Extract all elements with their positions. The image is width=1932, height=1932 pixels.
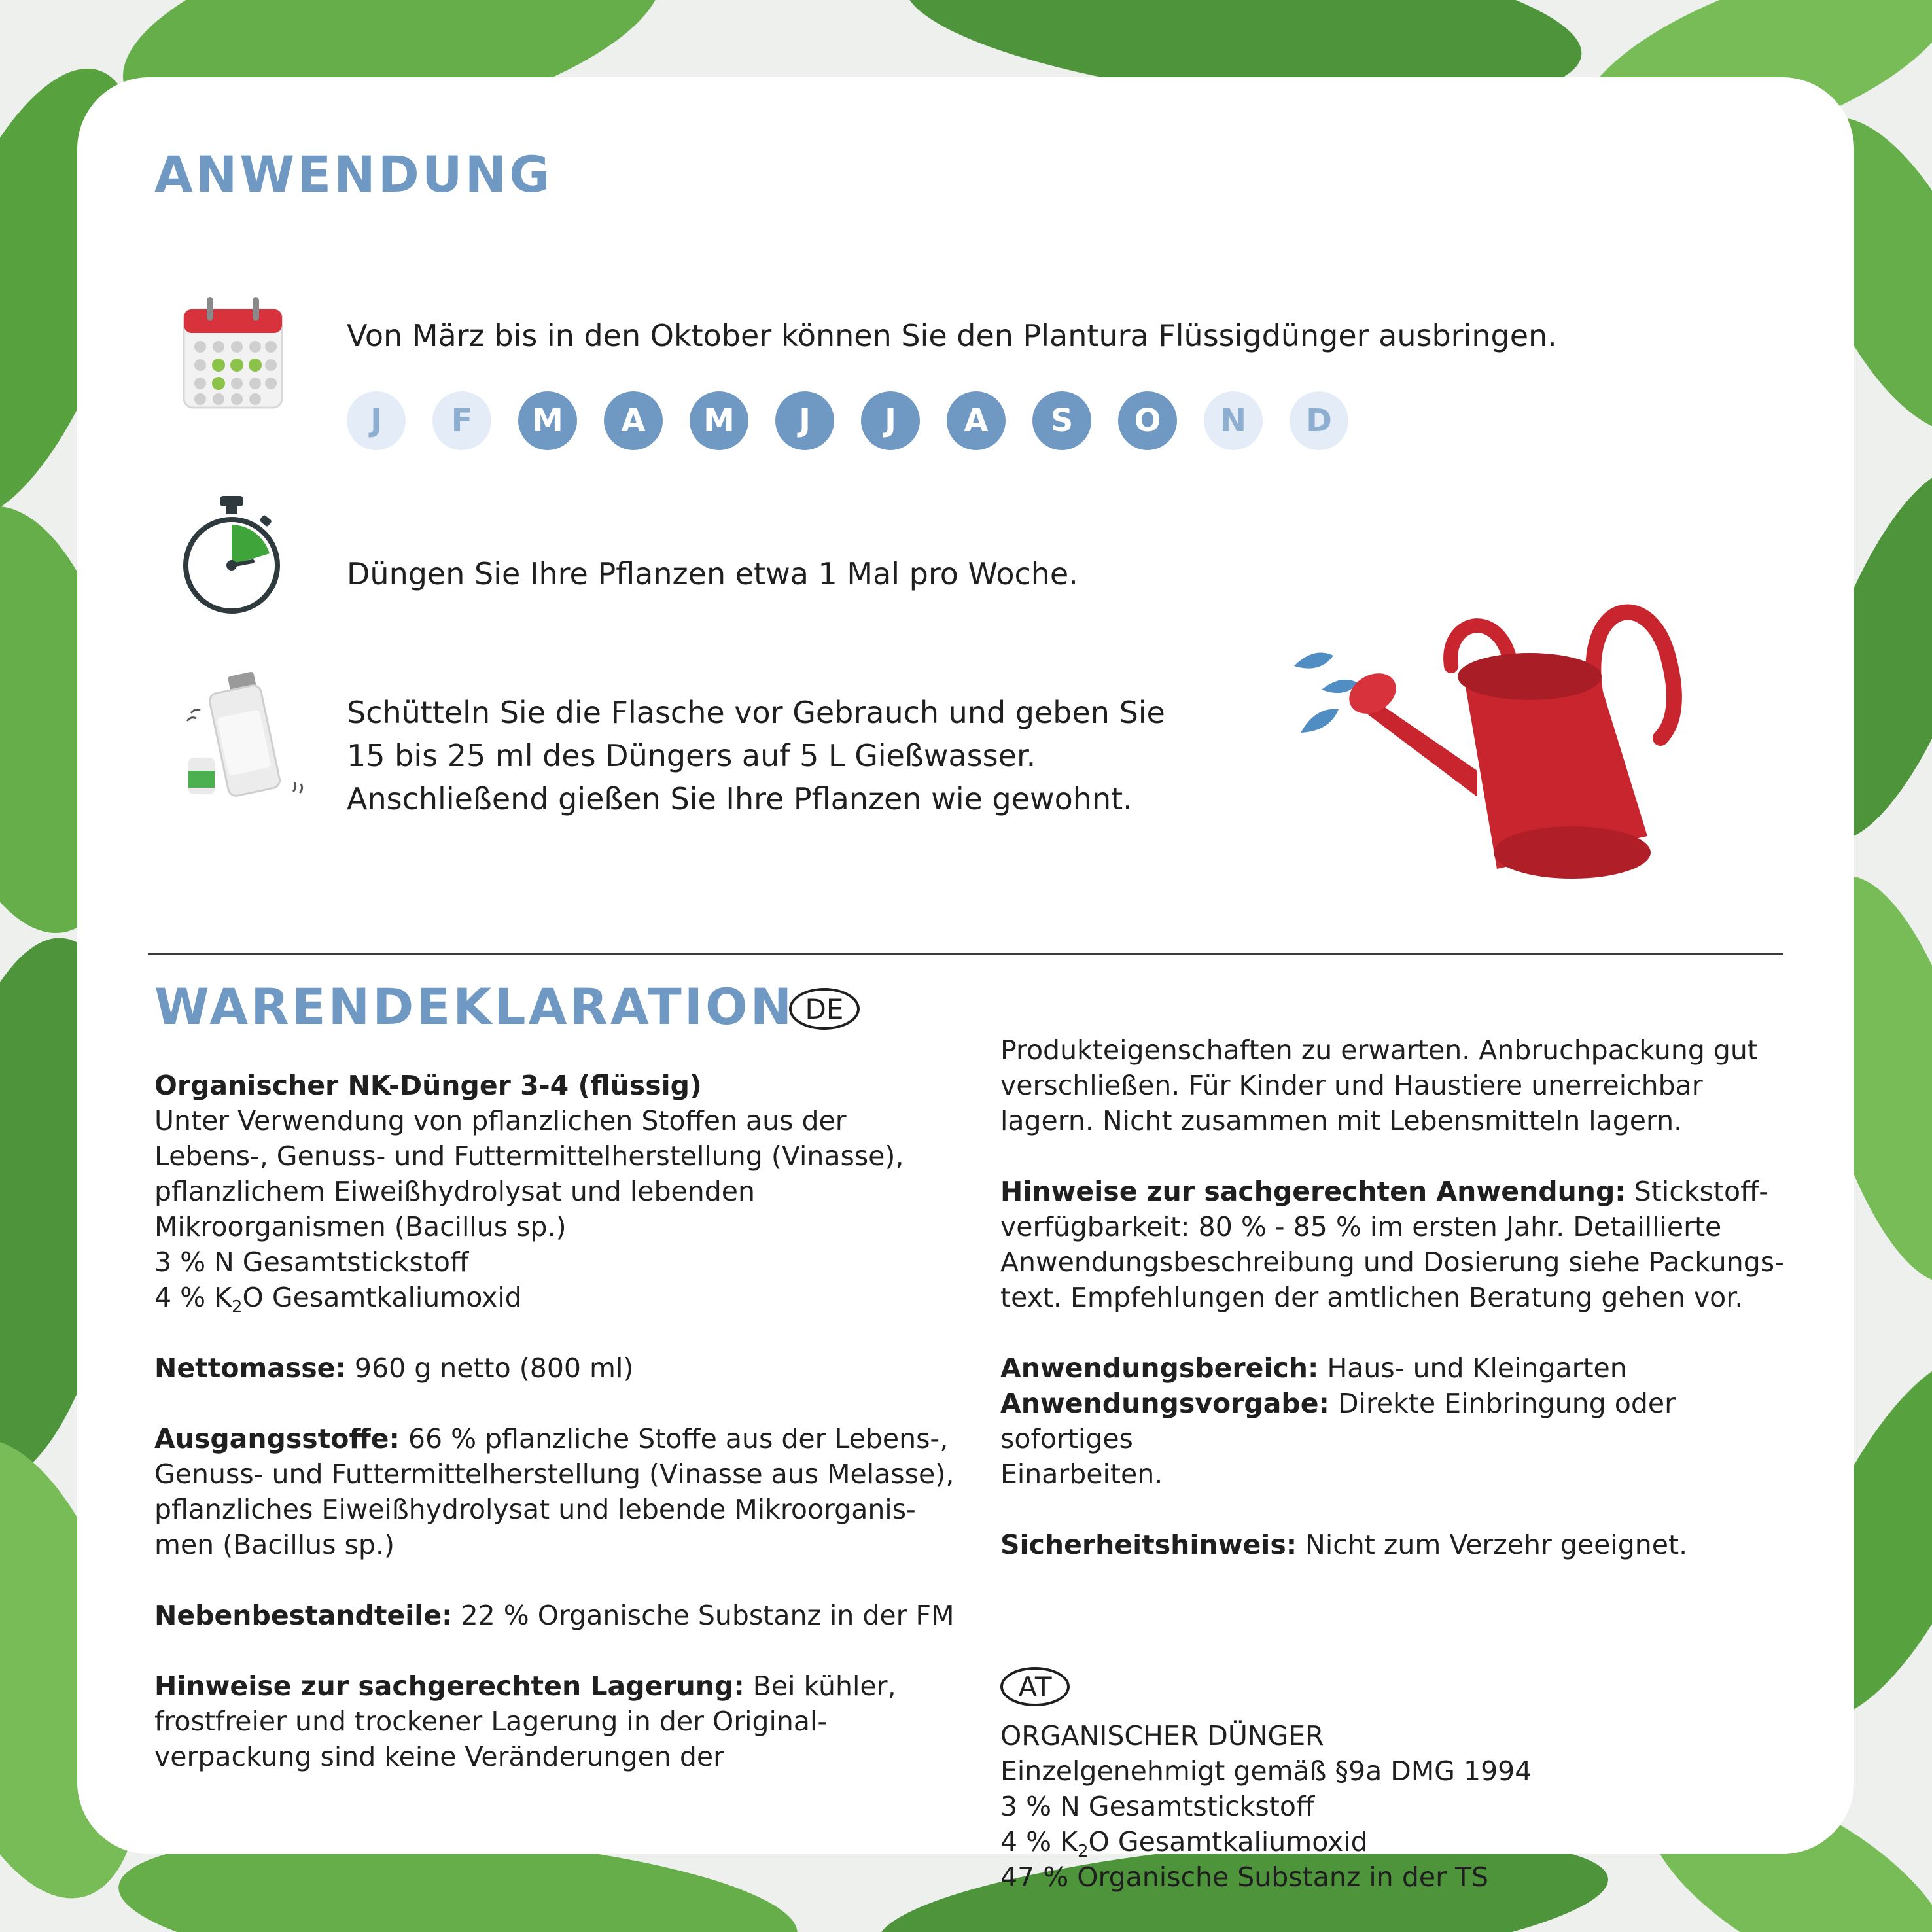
- month-jan: J: [347, 391, 406, 450]
- at-organic-line: 47 % Organische Substanz in der TS: [1000, 1861, 1489, 1893]
- lagerung-3: verpackung sind keine Veränderungen der: [154, 1741, 724, 1772]
- product-name: Organischer NK-Dünger 3-4 (flüssig): [154, 1070, 702, 1101]
- declaration-right-column: [1000, 1032, 1805, 1562]
- shake-bottle-icon: [182, 674, 313, 805]
- month-nov: N: [1204, 391, 1263, 450]
- product-desc-4: Mikroorganismen (Bacillus sp.): [154, 1211, 567, 1242]
- lagerung-cont-2: verschließen. Für Kinder und Haustiere unerreichbar: [1000, 1070, 1703, 1101]
- dosage-line-1: Schütteln Sie die Flasche vor Gebrauch und geben Sie: [347, 695, 1165, 730]
- at-nitrogen-line: 3 % N Gesamtstickstoff: [1000, 1791, 1315, 1822]
- stopwatch-icon: [179, 493, 284, 618]
- month-dec: D: [1290, 391, 1348, 450]
- nitrogen-line: 3 % N Gesamtstickstoff: [154, 1246, 469, 1278]
- ausgangsstoffe-2: Genuss- und Futtermittelherstellung (Vinasse aus Melasse),: [154, 1458, 955, 1490]
- month-jun: J: [775, 391, 834, 450]
- anwendung-hinweise-1: Hinweise zur sachgerechten Anwendung: Stickstoff-: [1000, 1176, 1769, 1207]
- warendeklaration-heading: WARENDEKLARATION: [154, 977, 795, 1036]
- lagerung-cont-3: lagern. Nicht zusammen mit Lebensmitteln lagern.: [1000, 1105, 1683, 1136]
- month-apr: A: [604, 391, 663, 450]
- frequency-text: Düngen Sie Ihre Pflanzen etwa 1 Mal pro Woche.: [347, 556, 1078, 591]
- at-approval: Einzelgenehmigt gemäß §9a DMG 1994: [1000, 1755, 1532, 1787]
- nebenbestandteile: Nebenbestandteile: 22 % Organische Substanz in der FM: [154, 1600, 955, 1631]
- month-oct: O: [1118, 391, 1177, 450]
- potassium-line: 4 % $K_2O$ Gesamtkaliumoxid: [154, 1282, 522, 1318]
- month-aug: A: [947, 391, 1006, 450]
- at-declaration: [1000, 1718, 1805, 1895]
- month-sep: S: [1032, 391, 1091, 450]
- calendar-icon: [181, 293, 285, 411]
- anwendungsvorgabe-1: Anwendungsvorgabe: Direkte Einbringung oder sofortiges: [1000, 1388, 1676, 1454]
- dosage-line-2: 15 bis 25 ml des Düngers auf 5 L Gießwasser.: [347, 738, 1036, 773]
- de-badge: DE: [789, 988, 860, 1030]
- season-text: Von März bis in den Oktober können Sie den Plantura Flüssigdünger ausbringen.: [347, 318, 1557, 353]
- content-card: [77, 77, 1854, 1893]
- at-potassium-line: 4 % $K_2O$ Gesamtkaliumoxid: [1000, 1826, 1368, 1862]
- anwendung-heading: ANWENDUNG: [154, 145, 553, 203]
- watering-can-illustration: [1281, 561, 1752, 928]
- ausgangsstoffe-3: pflanzliches Eiweißhydrolysat und lebende Mikroorganis-: [154, 1494, 916, 1525]
- anwendungsvorgabe-2: Einarbeiten.: [1000, 1458, 1163, 1490]
- anwendung-hinweise-2: verfügbarkeit: 80 % - 85 % im ersten Jahr. Detaillierte: [1000, 1211, 1722, 1242]
- dosage-line-3: Anschließend gießen Sie Ihre Pflanzen wie gewohnt.: [347, 781, 1133, 817]
- month-mar: M: [518, 391, 577, 450]
- product-desc-2: Lebens-, Genuss- und Futtermittelherstellung (Vinasse),: [154, 1140, 904, 1172]
- anwendungsbereich: Anwendungsbereich: Haus- und Kleingarten: [1000, 1352, 1627, 1384]
- ausgangsstoffe-1: Ausgangsstoffe: 66 % pflanzliche Stoffe aus der Lebens-,: [154, 1423, 949, 1454]
- month-may: M: [690, 391, 748, 450]
- anwendung-hinweise-4: text. Empfehlungen der amtlichen Beratung gehen vor.: [1000, 1282, 1744, 1313]
- month-jul: J: [861, 391, 920, 450]
- lagerung-cont-1: Produkteigenschaften zu erwarten. Anbruchpackung gut: [1000, 1034, 1758, 1066]
- declaration-left-column: [154, 1068, 959, 1774]
- product-desc-1: Unter Verwendung von pflanzlichen Stoffen aus der: [154, 1105, 847, 1136]
- lagerung-2: frostfreier und trockener Lagerung in der Original-: [154, 1706, 828, 1737]
- at-badge: AT: [1000, 1667, 1070, 1706]
- nettomasse: Nettomasse: 960 g netto (800 ml): [154, 1352, 634, 1384]
- anwendung-hinweise-3: Anwendungsbeschreibung und Dosierung siehe Packungs-: [1000, 1246, 1784, 1278]
- ausgangsstoffe-4: men (Bacillus sp.): [154, 1529, 395, 1560]
- lagerung-1: Hinweise zur sachgerechten Lagerung: Bei kühler,: [154, 1670, 896, 1702]
- month-feb: F: [432, 391, 491, 450]
- product-desc-3: pflanzlichem Eiweißhydrolysat und lebenden: [154, 1176, 755, 1207]
- at-title: ORGANISCHER DÜNGER: [1000, 1720, 1324, 1751]
- section-divider: [148, 953, 1783, 955]
- sicherheitshinweis: Sicherheitshinweis: Nicht zum Verzehr geeignet.: [1000, 1529, 1688, 1560]
